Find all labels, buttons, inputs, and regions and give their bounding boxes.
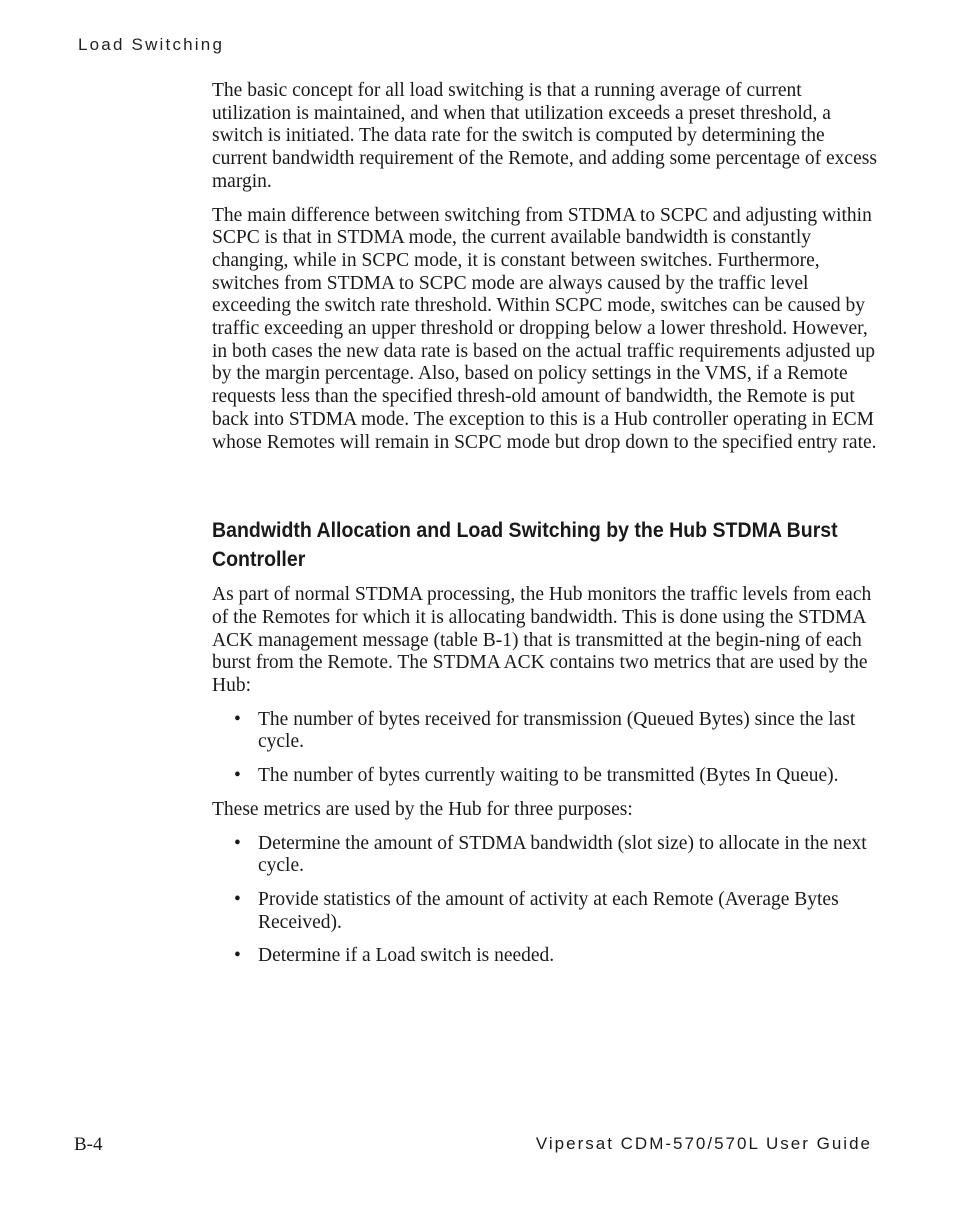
- page-content: [212, 80, 882, 979]
- list-item-text: Determine if a Load switch is needed.: [258, 945, 555, 967]
- running-header: Load Switching: [78, 35, 225, 54]
- body-paragraph: The main difference between switching from STDMA to SCPC and adjusting within SCPC is that in STDMA mode, the current available bandwidth is constantly changing, while in SCPC mode, it is constant between switches. Furthermore, switches from STDMA to SCPC mode are always caused by the traffic level exceeding the switch rate threshold. Within SCPC mode, switches can be caused by traffic exceeding an upper threshold or dropping below a lower threshold. However, in both cases the new data rate is based on the actual traffic requirements adjusted up by the margin percentage. Also, based on policy settings in the VMS, if a Remote requests less than the specified thresh-old amount of bandwidth, the Remote is put back into STDMA mode. The exception to this is a Hub controller operating in ECM whose Remotes will remain in SCPC mode but drop down to the specified entry rate.: [212, 204, 877, 453]
- body-paragraph: These metrics are used by the Hub for three purposes:: [212, 798, 633, 820]
- list-item: [212, 833, 882, 878]
- body-paragraph: The basic concept for all load switching is that a running average of current utilization is maintained, and when that utilization exceeds a preset threshold, a switch is initiated. The data rate for the switch is computed by determining the current bandwidth requirement of the Remote, and adding some percentage of excess margin.: [212, 80, 877, 192]
- footer-document-title: Vipersat CDM-570/570L User Guide: [535, 1134, 872, 1153]
- bullet-icon: •: [234, 765, 241, 787]
- list-item-text: Provide statistics of the amount of activity at each Remote (Average Bytes Received).: [258, 888, 839, 933]
- list-item: [212, 765, 882, 788]
- purposes-bullet-list: [212, 833, 882, 969]
- list-item: [212, 709, 882, 754]
- metrics-bullet-list: [212, 709, 882, 788]
- bullet-icon: •: [234, 708, 241, 730]
- body-paragraph: As part of normal STDMA processing, the Hub monitors the traffic levels from each of the Remotes for which it is allocating bandwidth. This is done using the STDMA ACK management message (table B-1) that is transmitted at the begin-ning of each burst from the Remote. The STDMA ACK contains two metrics that are used by the Hub:: [212, 584, 872, 697]
- bullet-icon: •: [234, 832, 241, 854]
- list-item-text: Determine the amount of STDMA bandwidth (slot size) to allocate in the next cycle.: [258, 832, 867, 877]
- list-item: [212, 945, 882, 968]
- page-number: B-4: [74, 1134, 103, 1155]
- bullet-icon: •: [234, 888, 241, 910]
- list-item-text: The number of bytes currently waiting to be transmitted (Bytes In Queue).: [258, 765, 839, 787]
- list-item-text: The number of bytes received for transmission (Queued Bytes) since the last cycle.: [258, 708, 856, 753]
- list-item: [212, 889, 882, 934]
- section-heading: Bandwidth Allocation and Load Switching by the Hub STDMA Burst Controller: [212, 519, 838, 572]
- bullet-icon: •: [234, 945, 241, 967]
